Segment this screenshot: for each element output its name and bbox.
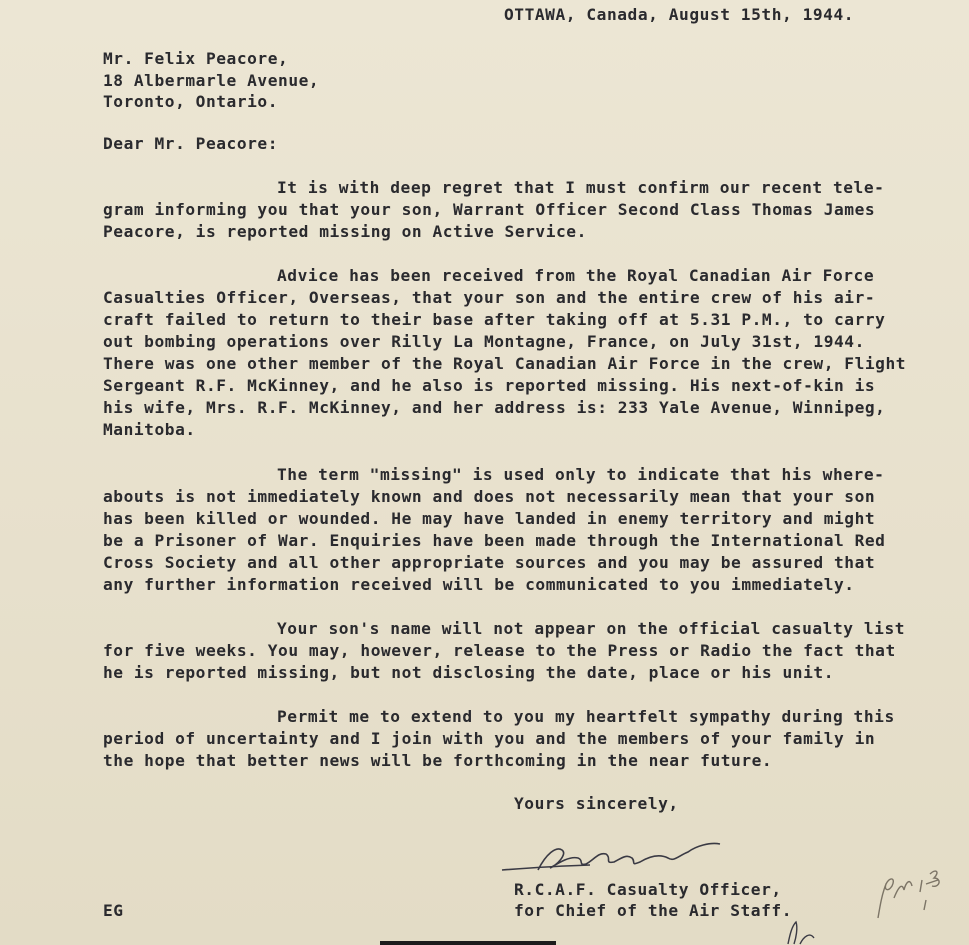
body-line: It is with deep regret that I must confirm our recent tele- — [277, 178, 885, 197]
typist-initials: EG — [103, 901, 124, 920]
body-line: be a Prisoner of War. Enquiries have been made through the International Red — [103, 531, 886, 550]
body-line: has been killed or wounded. He may have landed in enemy territory and might — [103, 509, 876, 528]
closing: Yours sincerely, — [514, 794, 679, 813]
body-line: There was one other member of the Royal Canadian Air Force in the crew, Flight — [103, 354, 907, 373]
body-line: out bombing operations over Rilly La Montagne, France, on July 31st, 1944. — [103, 332, 865, 351]
body-line: period of uncertainty and I join with you and the members of your family in — [103, 729, 876, 748]
body-line: gram informing you that your son, Warrant Officer Second Class Thomas James — [103, 200, 876, 219]
body-line: for five weeks. You may, however, release to the Press or Radio the fact that — [103, 641, 896, 660]
address-line: 18 Albermarle Avenue, — [103, 71, 320, 90]
body-line: The term "missing" is used only to indicate that his where- — [277, 465, 885, 484]
address-line: Mr. Felix Peacore, — [103, 49, 289, 68]
signature-title: R.C.A.F. Casualty Officer, — [514, 880, 782, 899]
body-line: Cross Society and all other appropriate sources and you may be assured that — [103, 553, 876, 572]
body-line: Peacore, is reported missing on Active Service. — [103, 222, 587, 241]
body-line: Permit me to extend to you my heartfelt sympathy during this — [277, 707, 895, 726]
place-date: OTTAWA, Canada, August 15th, 1944. — [504, 5, 855, 24]
body-line: the hope that better news will be forthcoming in the near future. — [103, 751, 773, 770]
body-line: he is reported missing, but not disclosing the date, place or his unit. — [103, 663, 834, 682]
body-line: Advice has been received from the Royal Canadian Air Force — [277, 266, 875, 285]
body-line: any further information received will be communicated to you immediately. — [103, 575, 855, 594]
body-line: Casualties Officer, Overseas, that your son and the entire crew of his air- — [103, 288, 876, 307]
body-line: craft failed to return to their base after taking off at 5.31 P.M., to carry — [103, 310, 886, 329]
ink-mark — [782, 918, 822, 945]
body-line: his wife, Mrs. R.F. McKinney, and her address is: 233 Yale Avenue, Winnipeg, — [103, 398, 886, 417]
handwritten-signature — [498, 832, 728, 880]
body-line: Sergeant R.F. McKinney, and he also is reported missing. His next-of-kin is — [103, 376, 876, 395]
signature-title: for Chief of the Air Staff. — [514, 901, 792, 920]
address-line: Toronto, Ontario. — [103, 92, 279, 111]
scan-edge — [380, 941, 556, 945]
body-line: Your son's name will not appear on the official casualty list — [277, 619, 906, 638]
body-line: abouts is not immediately known and does not necessarily mean that your son — [103, 487, 876, 506]
salutation: Dear Mr. Peacore: — [103, 134, 279, 153]
body-line: Manitoba. — [103, 420, 196, 439]
pencil-note — [868, 848, 948, 926]
